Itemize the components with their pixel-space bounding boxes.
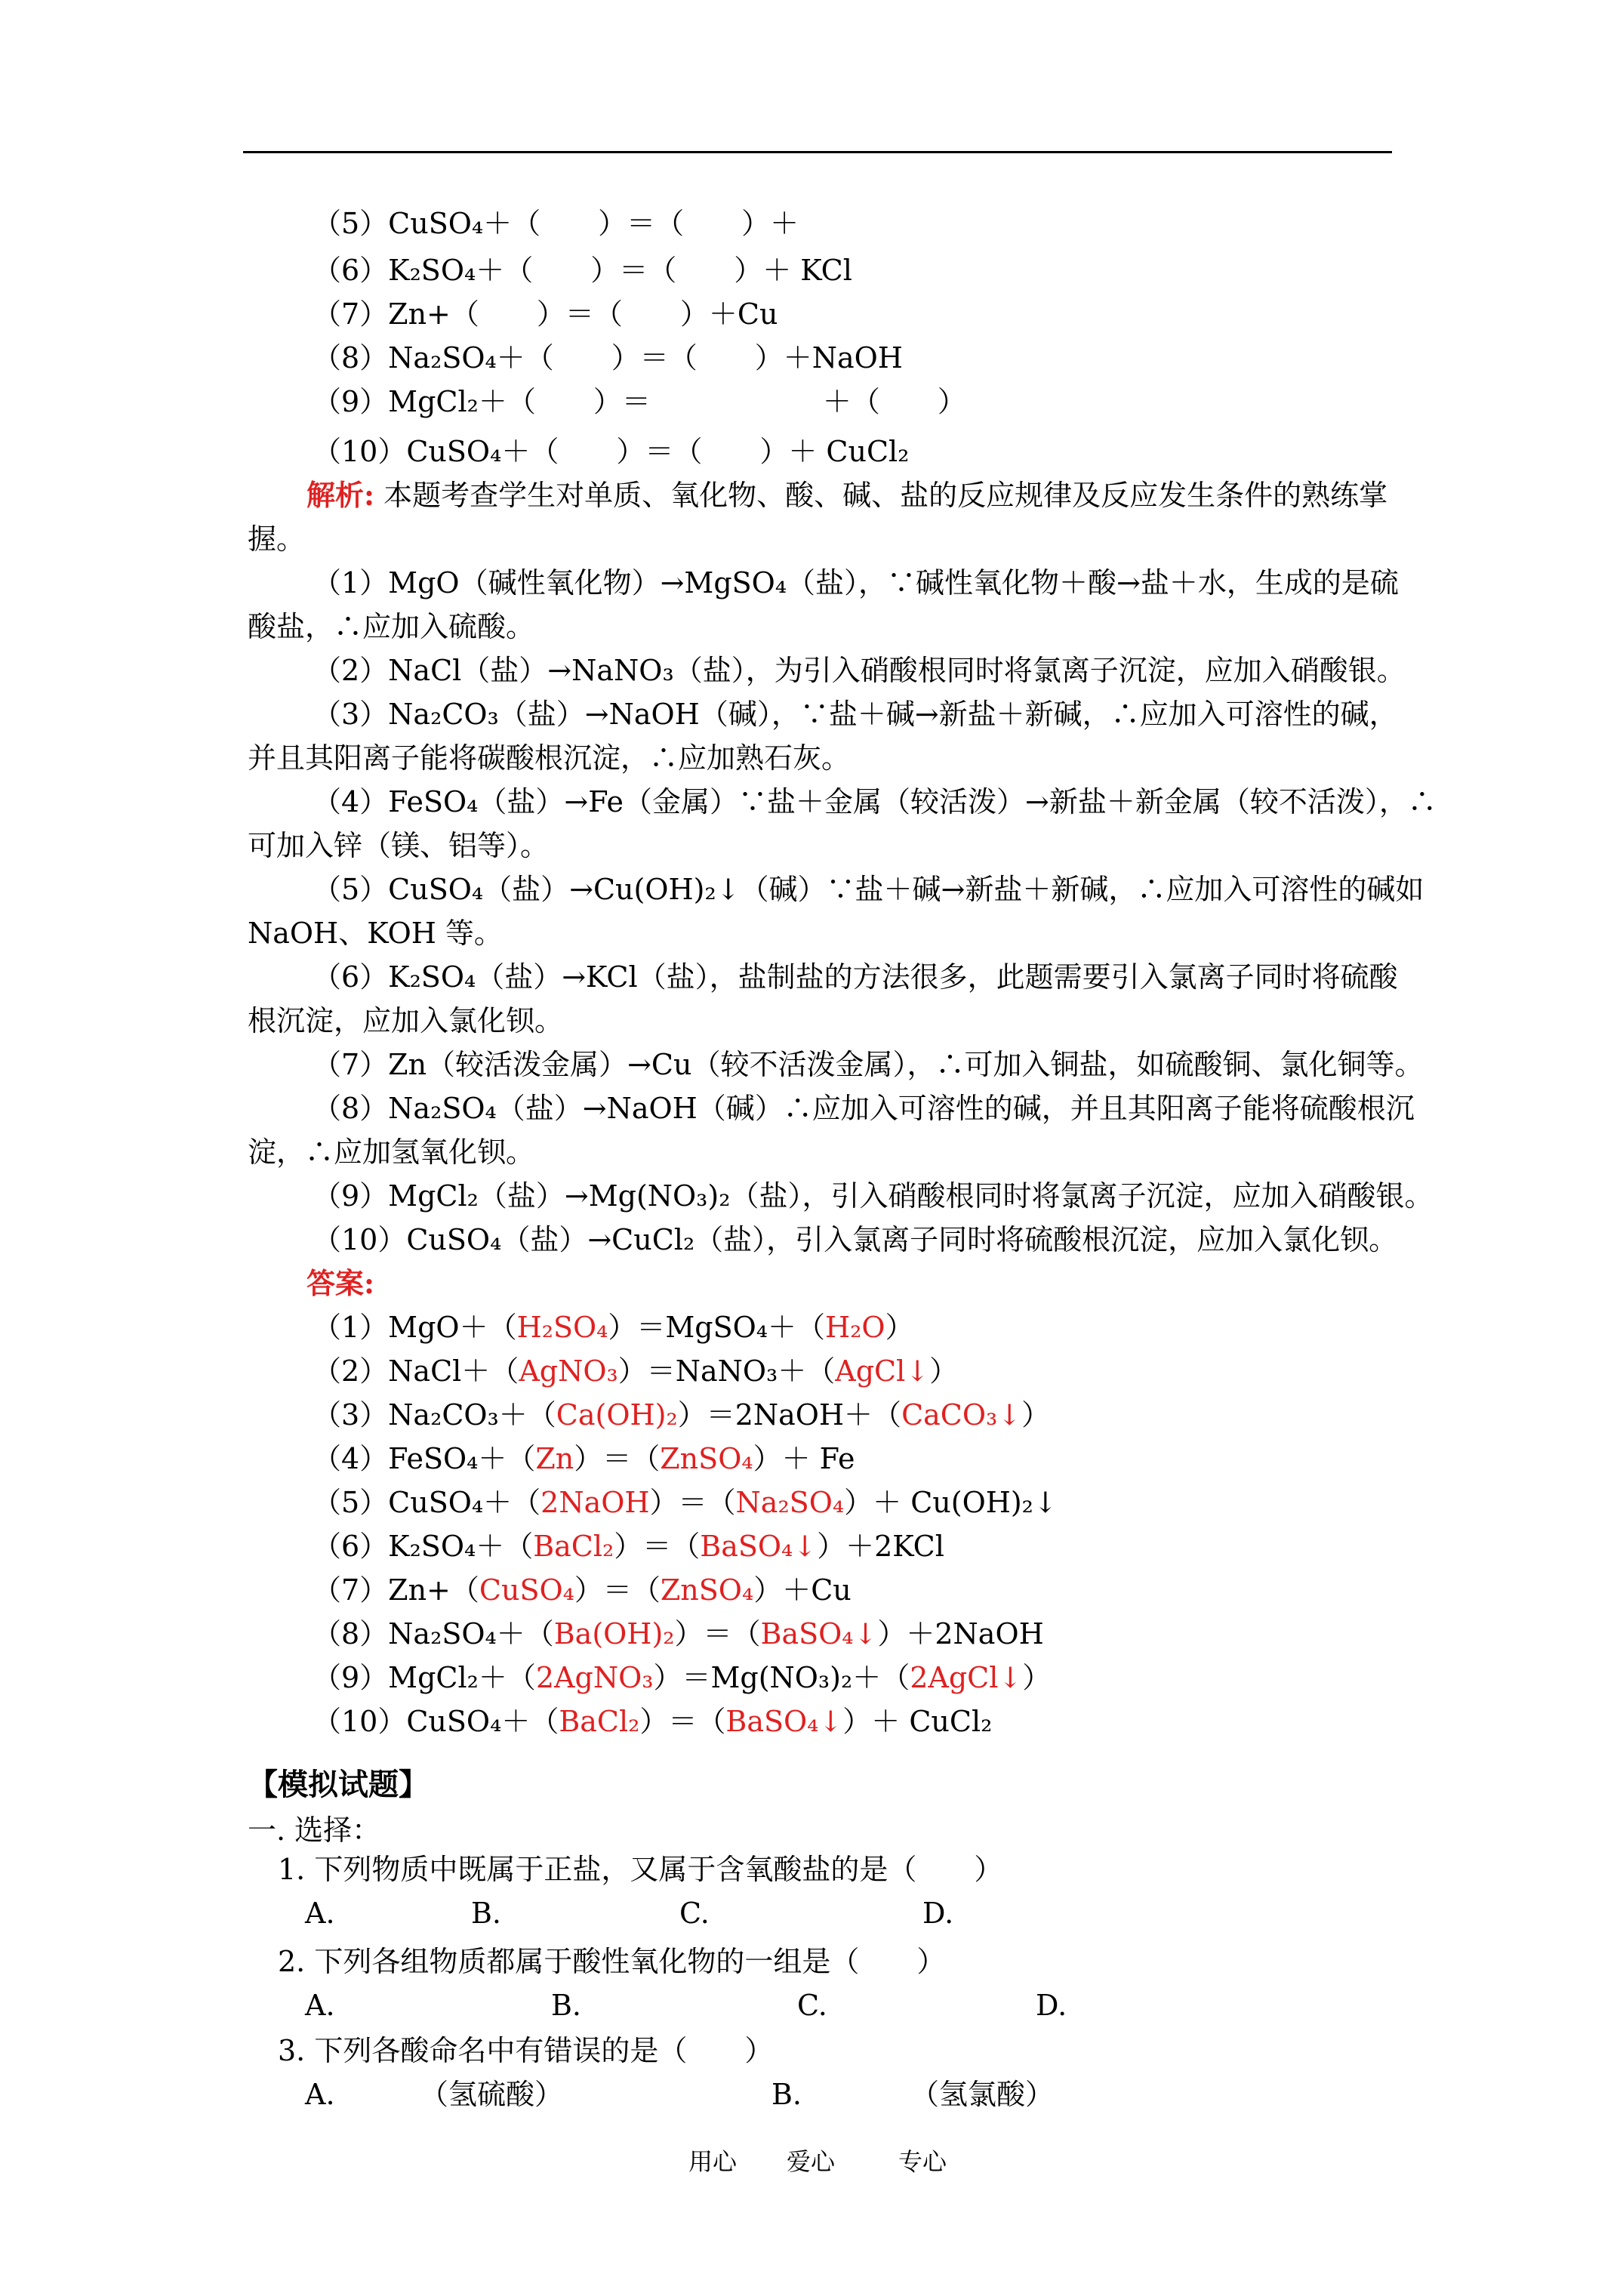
exercise-line-8: （8）Na₂SO₄＋（ ）＝（ ）＋NaOH bbox=[313, 341, 903, 374]
answer-line-6 bbox=[313, 1525, 944, 1567]
answer-equation-part: ）＋Cu bbox=[753, 1573, 852, 1607]
part-one-heading: 一. 选择： bbox=[248, 1814, 381, 1847]
question-3-option-a-note: （氢硫酸） bbox=[420, 2078, 564, 2111]
answer-equation-part: （3）Na₂CO₃＋（ bbox=[313, 1398, 556, 1432]
exercise-line-9: （9）MgCl₂＋（ ）＝ ＋（ ） bbox=[313, 385, 966, 418]
analysis-label: 解析: bbox=[306, 478, 375, 512]
answer-fill: CaCO₃↓ bbox=[901, 1398, 1022, 1432]
answer-fill: 2AgCl↓ bbox=[910, 1661, 1023, 1694]
answer-fill: BaSO₄↓ bbox=[760, 1617, 878, 1650]
analysis-line: NaOH、KOH 等。 bbox=[248, 917, 503, 950]
answer-fill: Ca(OH)₂ bbox=[556, 1398, 678, 1432]
analysis-line: （4）FeSO₄（盐）→Fe（金属）∵盐＋金属（较活泼）→新盐＋新金属（较不活泼），∴ bbox=[313, 785, 1437, 818]
answer-equation-part: （2）NaCl＋（ bbox=[313, 1354, 519, 1388]
question-1-option-c: C. bbox=[679, 1897, 710, 1930]
question-3-stem: 3. 下列各酸命名中有错误的是（ ） bbox=[278, 2034, 774, 2067]
exercise-line-5: （5）CuSO₄＋（ ）＝（ ）＋ bbox=[313, 207, 799, 240]
analysis-line: （2）NaCl（盐）→NaNO₃（盐），为引入硝酸根同时将氯离子沉淀，应加入硝酸银。 bbox=[313, 654, 1406, 687]
question-1-stem: 1. 下列物质中既属于正盐，又属于含氧酸盐的是（ ） bbox=[278, 1853, 1003, 1886]
answer-equation-part: ）＝2NaOH＋（ bbox=[677, 1398, 902, 1432]
answer-line-7 bbox=[313, 1569, 852, 1611]
question-1-option-a: A. bbox=[305, 1897, 335, 1930]
analysis-line: 并且其阳离子能将碳酸根沉淀，∴应加熟石灰。 bbox=[248, 741, 851, 775]
answer-fill: AgCl↓ bbox=[835, 1354, 930, 1388]
analysis-line: （3）Na₂CO₃（盐）→NaOH（碱），∵盐＋碱→新盐＋新碱，∴应加入可溶性的碱， bbox=[313, 698, 1398, 731]
question-2-option-b: B. bbox=[551, 1989, 582, 2022]
answer-equation-part: （6）K₂SO₄＋（ bbox=[313, 1530, 534, 1563]
analysis-intro-text: 本题考查学生对单质、氧化物、酸、碱、盐的反应规律及反应发生条件的熟练掌 bbox=[383, 479, 1388, 512]
answer-equation-part: ）＋2KCl bbox=[817, 1530, 944, 1563]
answer-fill: Zn bbox=[535, 1442, 574, 1475]
answer-line-5 bbox=[313, 1481, 1058, 1524]
answer-fill: BaCl₂ bbox=[559, 1705, 640, 1738]
analysis-line: （6）K₂SO₄（盐）→KCl（盐），盐制盐的方法很多，此题需要引入氯离子同时将硫酸 bbox=[313, 960, 1398, 994]
answer-equation-part: ）＝NaNO₃＋（ bbox=[617, 1354, 836, 1388]
answer-equation-part: ） bbox=[929, 1354, 959, 1388]
answer-equation-part: ） bbox=[1022, 1661, 1052, 1694]
answer-fill: BaSO₄↓ bbox=[725, 1705, 843, 1738]
answer-equation-part: （9）MgCl₂＋（ bbox=[313, 1661, 536, 1694]
question-2-stem: 2. 下列各组物质都属于酸性氧化物的一组是（ ） bbox=[278, 1945, 946, 1978]
answer-fill: H₂O bbox=[825, 1311, 885, 1344]
answer-label: 答案: bbox=[306, 1266, 375, 1300]
analysis-line: 可加入锌（镁、铝等）。 bbox=[248, 829, 550, 862]
answer-equation-part: （1）MgO＋（ bbox=[313, 1311, 517, 1344]
question-3-option-a: A. bbox=[305, 2078, 335, 2111]
question-1-option-d: D. bbox=[922, 1897, 954, 1930]
answer-fill: ZnSO₄ bbox=[660, 1442, 753, 1475]
question-2-option-a: A. bbox=[305, 1989, 335, 2022]
answer-line-8 bbox=[313, 1613, 1044, 1655]
answer-line-10 bbox=[313, 1700, 992, 1743]
footer-text-2: 爱心 bbox=[787, 2147, 836, 2176]
answer-equation-part: ）＝Mg(NO₃)₂＋（ bbox=[653, 1661, 910, 1694]
question-2-option-d: D. bbox=[1036, 1989, 1067, 2022]
analysis-line: 淀，∴应加氢氧化钡。 bbox=[248, 1136, 535, 1169]
answer-fill: BaSO₄↓ bbox=[700, 1530, 818, 1563]
answer-line-2 bbox=[313, 1350, 958, 1392]
answer-fill: 2AgNO₃ bbox=[535, 1661, 654, 1694]
answer-equation-part: ） bbox=[885, 1311, 914, 1344]
exercise-line-6: （6）K₂SO₄＋（ ）＝（ ）＋ KCl bbox=[313, 254, 852, 287]
answer-fill: CuSO₄ bbox=[479, 1573, 574, 1607]
analysis-line: （7）Zn（较活泼金属）→Cu（较不活泼金属），∴可加入铜盐，如硫酸铜、氯化铜等。 bbox=[313, 1048, 1424, 1081]
footer-text-1: 用心 bbox=[688, 2147, 738, 2176]
header-rule bbox=[243, 151, 1392, 153]
question-3-option-b: B. bbox=[771, 2078, 802, 2111]
section-title: 【模拟试题】 bbox=[248, 1767, 429, 1802]
answer-fill: Na₂SO₄ bbox=[735, 1486, 845, 1519]
answer-fill: AgNO₃ bbox=[519, 1354, 618, 1388]
analysis-intro bbox=[306, 474, 1387, 516]
answer-fill: ZnSO₄ bbox=[660, 1573, 754, 1607]
question-3-option-b-note: （氢氯酸） bbox=[910, 2078, 1055, 2111]
analysis-line: （8）Na₂SO₄（盐）→NaOH（碱）∴应加入可溶性的碱，并且其阳离子能将硫酸根沉 bbox=[313, 1092, 1415, 1125]
answer-equation-part: ） bbox=[1021, 1398, 1051, 1432]
answer-equation-part: （8）Na₂SO₄＋（ bbox=[313, 1617, 554, 1650]
answer-line-1 bbox=[313, 1306, 914, 1348]
answer-equation-part: （10）CuSO₄＋（ bbox=[313, 1705, 559, 1738]
answer-fill: 2NaOH bbox=[540, 1486, 650, 1519]
answer-equation-part: ）＝（ bbox=[614, 1530, 701, 1563]
footer-text-3: 专心 bbox=[898, 2147, 947, 2176]
analysis-line: （10）CuSO₄（盐）→CuCl₂（盐），引入氯离子同时将硫酸根沉淀，应加入氯化钡。 bbox=[313, 1223, 1398, 1256]
answer-equation-part: （4）FeSO₄＋（ bbox=[313, 1442, 536, 1475]
exercise-line-7: （7）Zn+（ ）＝（ ）＋Cu bbox=[313, 297, 778, 331]
question-1-option-b: B. bbox=[471, 1897, 502, 1930]
answer-line-4 bbox=[313, 1438, 855, 1480]
answer-equation-part: ）＋ CuCl₂ bbox=[842, 1705, 993, 1738]
analysis-line: 根沉淀，应加入氯化钡。 bbox=[248, 1004, 564, 1037]
answer-equation-part: ）＝（ bbox=[574, 1573, 661, 1607]
question-2-option-c: C. bbox=[797, 1989, 827, 2022]
answer-line-9 bbox=[313, 1657, 1051, 1699]
answer-line-3 bbox=[313, 1394, 1050, 1436]
answer-equation-part: ）＝（ bbox=[574, 1442, 661, 1475]
answer-fill: Ba(OH)₂ bbox=[553, 1617, 675, 1650]
analysis-line: 酸盐，∴应加入硫酸。 bbox=[248, 610, 535, 643]
answer-equation-part: ）＝（ bbox=[649, 1486, 736, 1519]
analysis-line: （5）CuSO₄（盐）→Cu(OH)₂↓（碱）∵盐＋碱→新盐＋新碱，∴应加入可溶性的碱如 bbox=[313, 873, 1424, 906]
analysis-intro-cont: 握。 bbox=[248, 522, 306, 556]
answer-equation-part: （5）CuSO₄＋（ bbox=[313, 1486, 541, 1519]
answer-equation-part: （7）Zn+（ bbox=[313, 1573, 479, 1607]
answer-fill: BaCl₂ bbox=[533, 1530, 614, 1563]
answer-fill: H₂SO₄ bbox=[516, 1311, 608, 1344]
exercise-line-10: （10）CuSO₄＋（ ）＝（ ）＋ CuCl₂ bbox=[313, 435, 910, 468]
answer-equation-part: ）＋2NaOH bbox=[877, 1617, 1044, 1650]
analysis-line: （1）MgO（碱性氧化物）→MgSO₄（盐），∵碱性氧化物＋酸→盐＋水，生成的是硫 bbox=[313, 566, 1399, 599]
answer-equation-part: ）＋ Fe bbox=[753, 1442, 855, 1475]
answer-equation-part: ）＝（ bbox=[639, 1705, 726, 1738]
answer-equation-part: ）＋ Cu(OH)₂↓ bbox=[844, 1486, 1058, 1519]
answer-equation-part: ）＝MgSO₄＋（ bbox=[608, 1311, 826, 1344]
answer-equation-part: ）＝（ bbox=[674, 1617, 761, 1650]
analysis-line: （9）MgCl₂（盐）→Mg(NO₃)₂（盐），引入硝酸根同时将氯离子沉淀，应加入硝酸银。 bbox=[313, 1179, 1434, 1213]
